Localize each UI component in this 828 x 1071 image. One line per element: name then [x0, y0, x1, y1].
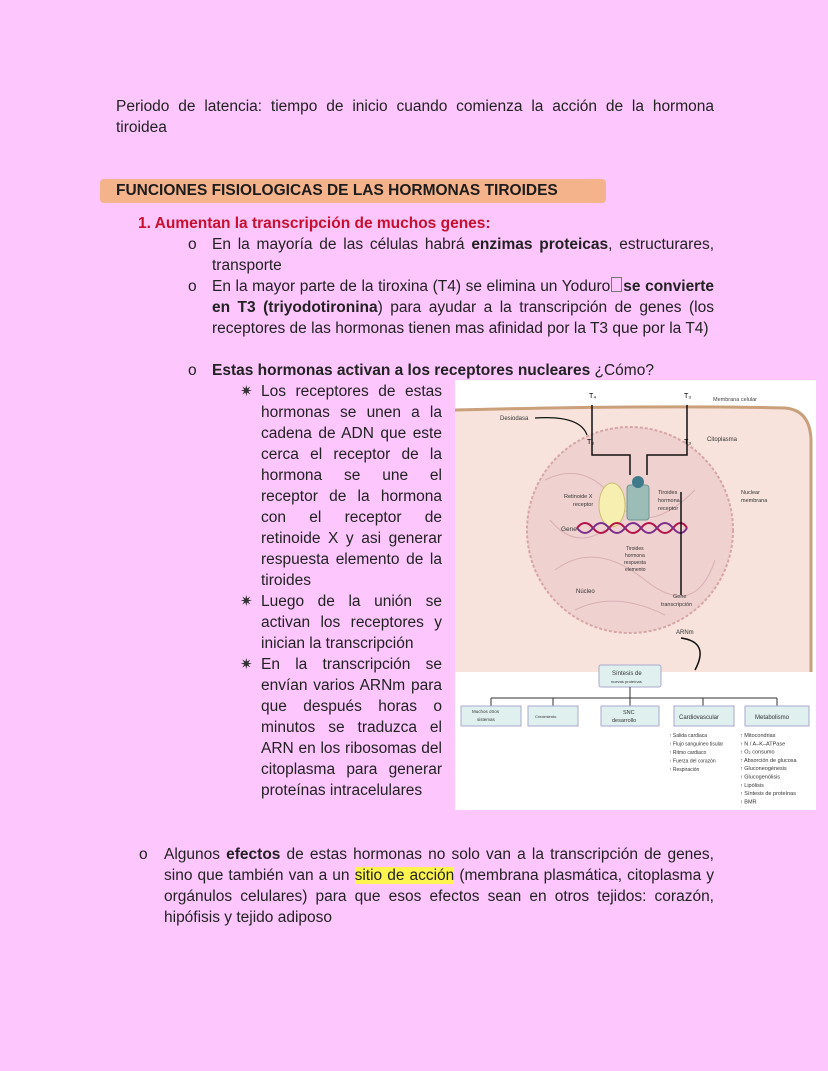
sitio-de-accion-highlight: sitio de acción — [354, 867, 455, 884]
label-box3-1: SNC — [623, 710, 635, 716]
cardio-effect-item: ↑ Salida cardiaca — [669, 733, 708, 739]
label-t3-left: T₃ — [587, 439, 595, 446]
label-box4: Cardiovascular — [679, 715, 720, 721]
label-t3-top: T₃ — [684, 393, 692, 400]
metabolism-effect-item: ↑ Lipólisis — [740, 782, 764, 789]
label-retinoide-1: Retinoide X — [564, 494, 593, 500]
label-resp-2: hormona — [625, 553, 645, 559]
bottom-bold: efectos — [226, 846, 281, 863]
cardio-effect-item: ↑ Fuerza del corazón — [669, 758, 716, 765]
sub-bullet-receptores-adn: Los receptores de estas hormonas se unen a la cadena de ADN que este cerca el receptor de la hormona se une el receptor de la hormona con el receptor de retinoide X y asi generar respuesta elemento de la tiroides — [261, 383, 442, 589]
label-resp-1: Tiroides — [626, 546, 644, 552]
star-bullet-icon: ✷ — [240, 593, 253, 610]
missing-glyph-icon — [611, 277, 622, 292]
label-citoplasma: Citoplasma — [707, 437, 738, 443]
bullet-enzimas — [212, 234, 714, 276]
label-t3-right: T₃ — [684, 439, 692, 446]
point-1-heading: 1. Aumentan la transcripción de muchos genes: — [138, 215, 491, 232]
star-bullet-icon: ✷ — [240, 383, 253, 400]
label-nucleo: Núcleo — [576, 589, 595, 595]
bottom-text-c: (membrana plasmática, citoplasma y orgánulos celulares) para que esos efectos sean en otros tejidos: corazón, hipófisis y tejido adiposo — [164, 867, 714, 926]
bullet-marker: o — [188, 278, 197, 295]
label-box3-2: desarrollo — [612, 718, 637, 724]
sub-bullet-transcripcion: En la transcripción se envían varios ARNm para que después horas o minutos se traduzca el ARN en los ribosomas del citoplasma para generar proteínas intracelulares — [261, 656, 442, 799]
cardio-effect-item: ↑ Respiración — [669, 767, 700, 773]
mechanism-diagram — [455, 380, 816, 810]
sub-bullet-union: Luego de la unión se activan los receptores y inician la transcripción — [261, 593, 442, 652]
bullet-marker: o — [188, 362, 197, 379]
thyroid-hormone-receptor — [627, 485, 649, 520]
label-box2: Crecimiento — [535, 714, 557, 719]
bullet-receptores — [212, 360, 714, 381]
section-title: FUNCIONES FISIOLOGICAS DE LAS HORMONAS TIROIDES — [116, 182, 558, 199]
tree-lines — [491, 687, 777, 706]
label-gene-tr-2: transcripción — [661, 602, 693, 608]
cardio-effects-list — [669, 733, 724, 773]
label-t4: T₄ — [589, 393, 597, 400]
label-box1-2: sistemas — [477, 717, 495, 722]
bullet-receptores-bold: Estas hormonas activan a los receptores nucleares — [212, 362, 591, 379]
metabolism-effect-item: ↑ O₂ consumo — [740, 749, 775, 756]
bottom-text-b: de estas hormonas no solo van a la transcripción de genes, sino que también van a un — [164, 846, 714, 884]
metabolism-effect-item: ↑ BMR — [740, 799, 757, 806]
latency-paragraph: Periodo de latencia: tiempo de inicio cuando comienza la acción de la hormona tiroidea — [116, 98, 714, 136]
bullet-enzimas-bold: enzimas proteicas — [471, 236, 609, 253]
metabolism-effects-list — [740, 733, 798, 805]
label-membrana-celular: Membrana celular — [713, 397, 758, 403]
label-desiodasa: Desiodasa — [500, 416, 529, 422]
bullet-marker: o — [139, 846, 148, 863]
label-arnm: ARNm — [676, 630, 694, 636]
label-nuclear-1: Nuclear — [741, 490, 760, 496]
label-tiroides-3: receptor — [658, 506, 679, 512]
bullet-enzimas-text-b: , estructurares, transporte — [212, 236, 714, 274]
label-box1-1: Muchos otros — [472, 709, 500, 714]
label-tiroides-2: hormona — [658, 498, 680, 504]
bullet-receptores-text: ¿Cómo? — [590, 362, 654, 379]
star-bullet-icon: ✷ — [240, 656, 253, 673]
label-resp-3: respuesta — [624, 560, 646, 566]
retinoid-x-receptor — [599, 483, 625, 527]
bullet-tiroxina-text-a: En la mayor parte de la tiroxina (T4) se elimina un Yoduro — [212, 278, 611, 295]
label-gene: Gene — [561, 526, 577, 533]
cardio-effect-item: ↑ Flujo sanguíneo tisular — [669, 741, 724, 748]
bullet-marker: o — [188, 236, 197, 253]
label-retinoide-2: receptor — [573, 502, 594, 508]
bullet-tiroxina — [212, 276, 714, 339]
bullet-enzimas-text-a: En la mayoría de las células habrá — [212, 236, 472, 253]
label-tiroides-1: Tiroides — [658, 490, 678, 496]
label-sintesis-1: Síntesis de — [612, 671, 642, 677]
label-nuclear-2: membrana — [741, 498, 768, 504]
t3-molecule — [632, 476, 644, 488]
bottom-text-a: Algunos — [164, 846, 227, 863]
bottom-paragraph — [164, 844, 714, 928]
label-resp-4: elemento — [625, 567, 646, 573]
metabolism-effect-item: ↑ Absorción de glucosa — [740, 757, 797, 764]
metabolism-effect-item: ↑ Mitocondrias — [740, 733, 776, 739]
thyroid-hormone-mechanism-figure — [455, 380, 816, 810]
metabolism-effect-item: ↑ Glucogenólisis — [740, 774, 781, 781]
metabolism-effect-item: ↑ Gluconeogénesis — [740, 766, 787, 773]
bullet-tiroxina-bold: se convierte en T3 (triyodotironina — [212, 278, 715, 316]
label-sintesis-2: nuevas proteínas — [611, 679, 642, 684]
label-gene-tr-1: Gene — [673, 594, 687, 600]
metabolism-effect-item: ↑ Síntesis de proteínas — [740, 791, 796, 798]
metabolism-effect-item: ↑ N / A–K–ATPase — [740, 741, 786, 748]
cardio-effect-item: ↑ Ritmo cardiaco — [669, 750, 707, 756]
label-box5: Metabolismo — [755, 715, 790, 721]
bullet-tiroxina-text-b: ) para ayudar a la transcripción de genes (los receptores de las hormonas tienen mas afinidad por la T3 que por la T4) — [212, 299, 714, 337]
